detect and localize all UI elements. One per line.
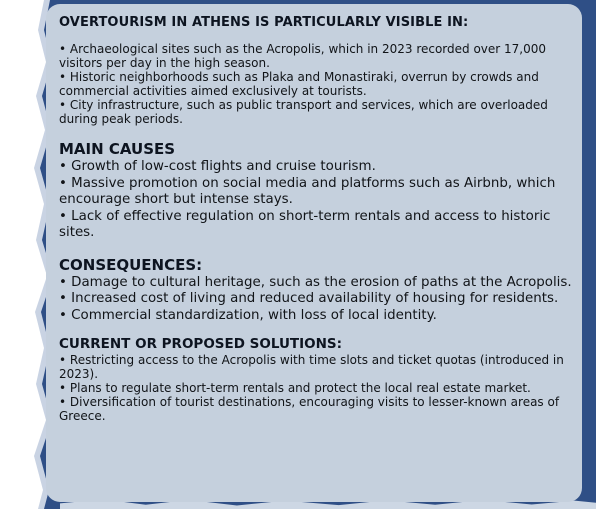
- list-item: • Diversification of tourist destinations, encouraging visits to lesser-known areas of Greece.: [59, 395, 560, 423]
- section-title: OVERTOURISM IN ATHENS IS PARTICULARLY VISIBLE IN:: [59, 15, 469, 30]
- list-item: • Increased cost of living and reduced availability of housing for residents.: [59, 291, 559, 306]
- list-item: • Commercial standardization, with loss of local identity.: [59, 307, 437, 323]
- section-overtourism-visible: [59, 15, 572, 126]
- section-main-causes: [59, 140, 572, 242]
- list-item: • Lack of effective regulation on short-term rentals and access to historic sites.: [59, 208, 551, 240]
- list-item: • Growth of low-cost flights and cruise tourism.: [59, 159, 376, 174]
- list-item: • Historic neighborhoods such as Plaka and Monastiraki, overrun by crowds and commercial activities aimed exclusively at tourists.: [59, 70, 539, 98]
- list-item: • Plans to regulate short-term rentals and protect the local real estate market.: [59, 381, 531, 395]
- bullet-list: [59, 42, 572, 126]
- list-item: • Restricting access to the Acropolis with time slots and ticket quotas (introduced in 2023).: [59, 353, 564, 381]
- bullet-list: [59, 353, 572, 423]
- list-item: • City infrastructure, such as public transport and services, which are overloaded during peak periods.: [59, 98, 548, 126]
- list-item: • Damage to cultural heritage, such as the erosion of paths at the Acropolis.: [59, 274, 572, 290]
- section-consequences: [59, 256, 572, 325]
- bullet-list: [59, 275, 572, 325]
- list-item: • Massive promotion on social media and platforms such as Airbnb, which encourage short but intense stays.: [59, 175, 556, 207]
- section-title: MAIN CAUSES: [59, 140, 176, 158]
- info-card: [46, 4, 582, 502]
- section-title: CONSEQUENCES:: [59, 255, 203, 274]
- section-title: CURRENT OR PROPOSED SOLUTIONS:: [59, 336, 343, 352]
- section-solutions: [59, 336, 572, 423]
- bullet-list: [59, 159, 572, 242]
- list-item: • Archaeological sites such as the Acropolis, which in 2023 recorded over 17,000 visitors per day in the high season.: [59, 42, 547, 70]
